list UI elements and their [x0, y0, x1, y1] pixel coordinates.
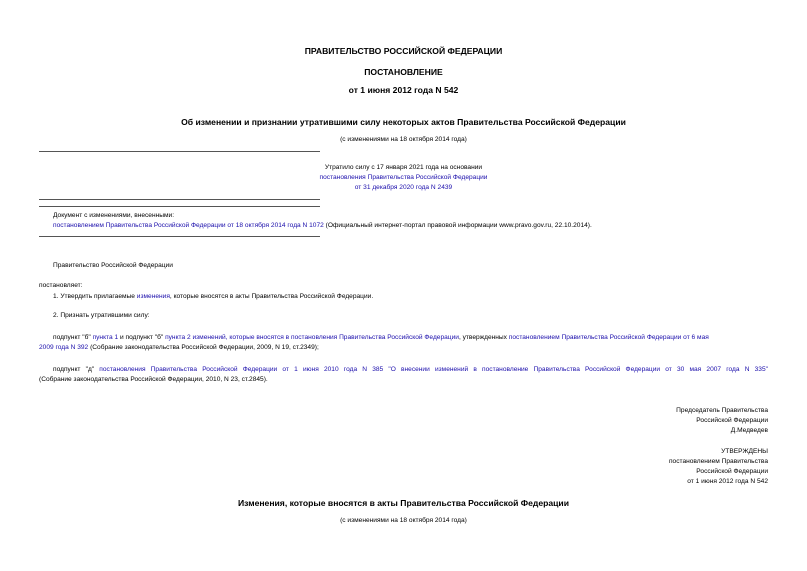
clause-1-link[interactable]: пункта 1 — [92, 334, 119, 341]
resolution-392-link-cont[interactable]: 2009 года N 392 — [39, 344, 89, 351]
doc-type-heading: ПОСТАНОВЛЕНИЕ — [364, 67, 443, 77]
paragraph-2-line-2: (Собрание законодательства Российской Федерации, 2010, N 23, ст.2845). — [39, 376, 268, 383]
preamble: Правительство Российской Федерации — [53, 262, 173, 269]
resolution-385-link[interactable]: постановления Правительства Российской Федерации от 1 июня 2010 года N 385 "О внесении изменений в постановление Правительства Российской Федерации от 30 мая 2007 года N 335" — [99, 366, 768, 373]
approved-date: от 1 июня 2012 года N 542 — [687, 478, 768, 485]
lost-force-line1: Утратило силу с 17 января 2021 года на основании — [324, 164, 483, 171]
government-heading: ПРАВИТЕЛЬСТВО РОССИЙСКОЙ ФЕДЕРАЦИИ — [304, 46, 503, 56]
paragraph-2-line-1: подпункт "д" постановления Правительства Российской Федерации от 1 июня 2010 года N 385 "О внесении изменений в постановление Правительства Российской Федерации от 30 мая 2007 года N 335" — [53, 366, 768, 373]
item-2: 2. Признать утратившими силу: — [53, 312, 150, 319]
paragraph-1-line-2: 2009 года N 392 (Собрание законодательства Российской Федерации, 2009, N 19, ст.2349); — [39, 344, 319, 351]
divider — [39, 236, 320, 237]
document-title: Об изменении и признании утратившими силу некоторых актов Правительства Российской Федерации — [181, 117, 626, 127]
doc-date-heading: от 1 июня 2012 года N 542 — [348, 85, 459, 95]
amendment-link[interactable]: постановлением Правительства Российской Федерации от 18 октября 2014 года N 1072 — [53, 222, 324, 229]
lost-force-link[interactable]: постановления Правительства Российской Федерации — [319, 174, 488, 181]
approved-country: Российской Федерации — [696, 468, 768, 475]
lost-force-link-date[interactable]: от 31 декабря 2020 года N 2439 — [354, 184, 453, 191]
signature-position: Председатель Правительства — [676, 407, 768, 414]
approved-label: УТВЕРЖДЕНЫ — [721, 448, 768, 455]
amendments-line — [53, 221, 592, 230]
resolution-392-link[interactable]: постановлением Правительства Российской Федерации от 6 мая — [508, 334, 709, 341]
changes-link[interactable]: изменения — [136, 293, 170, 300]
divider — [39, 206, 320, 207]
signature-name: Д.Медведев — [730, 427, 768, 434]
item-1: 1. Утвердить прилагаемые изменения, которые вносятся в акты Правительства Российской Федерации. — [53, 293, 374, 300]
divider — [39, 151, 320, 152]
amendment-source: (Официальный интернет-портал правовой информации www.pravo.gov.ru, 22.10.2014). — [323, 222, 592, 229]
annex-title: Изменения, которые вносятся в акты Правительства Российской Федерации — [237, 498, 569, 508]
approved-by: постановлением Правительства — [668, 458, 768, 465]
signature-country: Российской Федерации — [696, 417, 768, 424]
paragraph-1-line-1: подпункт "б" пункта 1 и подпункт "б" пункта 2 изменений, которые вносятся в постановления Правительства Российской Федерации, утвержденных постановлением Правительства Российской Федерации от 6 мая — [53, 334, 709, 341]
annex-note: (с изменениями на 18 октября 2014 года) — [340, 517, 467, 524]
edition-note: (с изменениями на 18 октября 2014 года) — [340, 136, 467, 143]
decides-text: постановляет: — [39, 282, 83, 289]
clause-2-link[interactable]: пункта 2 изменений, которые вносятся в постановления Правительства Российской Федерации — [165, 334, 459, 341]
amendments-intro: Документ с изменениями, внесенными: — [53, 212, 175, 219]
divider — [39, 199, 320, 200]
